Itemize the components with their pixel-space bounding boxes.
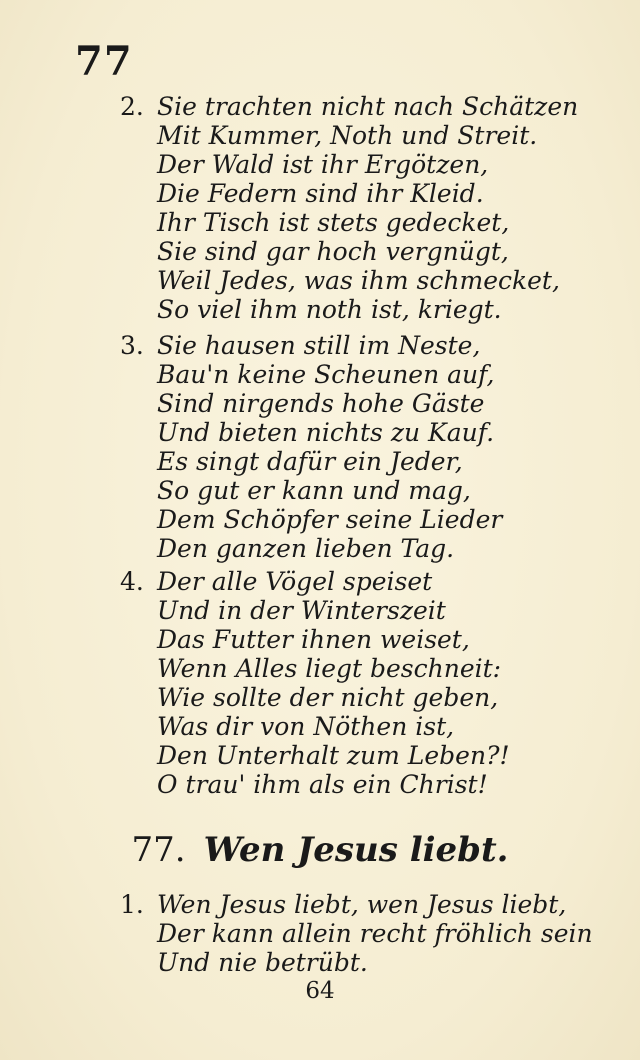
verse-lines <box>157 92 578 324</box>
verse-lines <box>157 567 510 799</box>
verse-line: Das Futter ihnen weiset, <box>157 625 470 654</box>
verse-line: Sie trachten nicht nach Schätzen <box>157 92 579 121</box>
verse-number: 4. <box>120 567 144 596</box>
verse-line: Und bieten nichts zu Kauf. <box>157 418 495 447</box>
verse-line: Der Wald ist ihr Ergötzen, <box>157 150 489 179</box>
verse-line: Mit Kummer, Noth und Streit. <box>157 121 538 150</box>
verse-number: 2. <box>120 92 144 121</box>
verse-line: So gut er kann und mag, <box>157 476 471 505</box>
verse-number: 1. <box>120 890 144 919</box>
verse-lines <box>157 331 502 563</box>
verse-line: O trau' ihm als ein Christ! <box>157 770 488 799</box>
verse-line: Und nie betrübt. <box>157 948 368 977</box>
verse-line: Wen Jesus liebt, wen Jesus liebt, <box>157 890 567 919</box>
page-number: 64 <box>305 978 335 1004</box>
verse-line: Bau'n keine Scheunen auf, <box>157 360 495 389</box>
verse-line: Der alle Vögel speiset <box>157 567 433 596</box>
verse-line: Den Unterhalt zum Leben?! <box>157 741 510 770</box>
verse-line: Was dir von Nöthen ist, <box>157 712 455 741</box>
verse-line: Ihr Tisch ist stets gedecket, <box>157 208 510 237</box>
hymn-title-text: Wen Jesus liebt. <box>203 830 509 870</box>
running-head-hymn-number: 77 <box>75 38 133 85</box>
verse-line: Es singt dafür ein Jeder, <box>157 447 463 476</box>
verse-line: Der kann allein recht fröhlich sein <box>157 919 593 948</box>
verse-number: 3. <box>120 331 144 360</box>
verse-line: Die Federn sind ihr Kleid. <box>157 179 484 208</box>
verse-line: Sie hausen still im Neste, <box>157 331 481 360</box>
verse-lines <box>157 890 593 977</box>
hymn-title <box>0 830 640 870</box>
hymn-number: 77. <box>131 830 186 870</box>
verse-line: Den ganzen lieben Tag. <box>157 534 455 563</box>
verse-line: Sind nirgends hohe Gäste <box>157 389 485 418</box>
verse-line: Weil Jedes, was ihm schmecket, <box>157 266 560 295</box>
verse-line: Wie sollte der nicht geben, <box>157 683 499 712</box>
verse-line: Wenn Alles liegt beschneit: <box>157 654 502 683</box>
verse-line: Sie sind gar hoch vergnügt, <box>157 237 509 266</box>
verse-line: Und in der Winterszeit <box>157 596 446 625</box>
verse-line: Dem Schöpfer seine Lieder <box>157 505 503 534</box>
verse-line: So viel ihm noth ist, kriegt. <box>157 295 502 324</box>
